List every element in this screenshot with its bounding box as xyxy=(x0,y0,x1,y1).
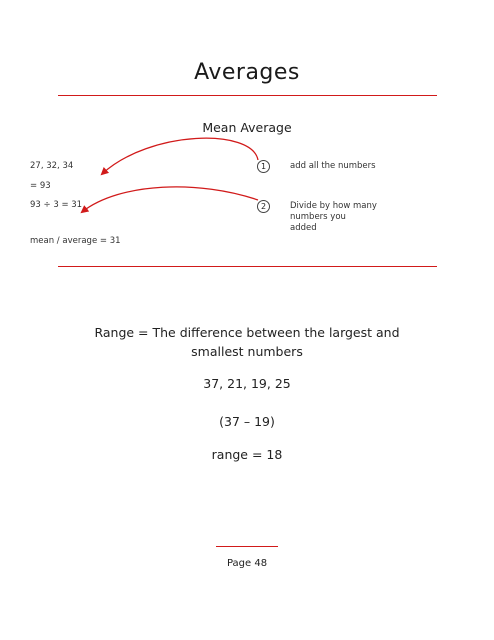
range-definition xyxy=(0,323,494,361)
section-divider xyxy=(58,266,437,267)
mean-heading: Mean Average xyxy=(202,120,292,135)
mean-result: mean / average = 31 xyxy=(30,236,121,246)
range-numbers: 37, 21, 19, 25 xyxy=(203,376,291,391)
arrow-step-2 xyxy=(82,187,258,212)
arrow-step-1 xyxy=(102,138,258,174)
mean-numbers: 27, 32, 34 xyxy=(30,161,74,171)
footer-divider xyxy=(216,546,278,547)
step-2-line: Divide by how many xyxy=(290,201,377,211)
step-2-badge: 2 xyxy=(257,200,270,213)
page-title: Averages xyxy=(194,60,300,85)
page-number: Page 48 xyxy=(226,558,268,569)
step-1-text: add all the numbers xyxy=(290,161,376,171)
mean-division: 93 ÷ 3 = 31 xyxy=(30,200,83,210)
range-calculation: (37 – 19) xyxy=(219,414,275,429)
range-definition-line: smallest numbers xyxy=(191,344,303,359)
mean-sum: = 93 xyxy=(30,181,51,191)
step-2-text xyxy=(290,201,377,234)
range-result: range = 18 xyxy=(211,447,283,462)
step-2-line: added xyxy=(290,223,317,233)
step-1-badge: 1 xyxy=(257,160,270,173)
range-definition-line: Range = The difference between the largest and xyxy=(94,325,400,340)
step-2-line: numbers you xyxy=(290,212,346,222)
